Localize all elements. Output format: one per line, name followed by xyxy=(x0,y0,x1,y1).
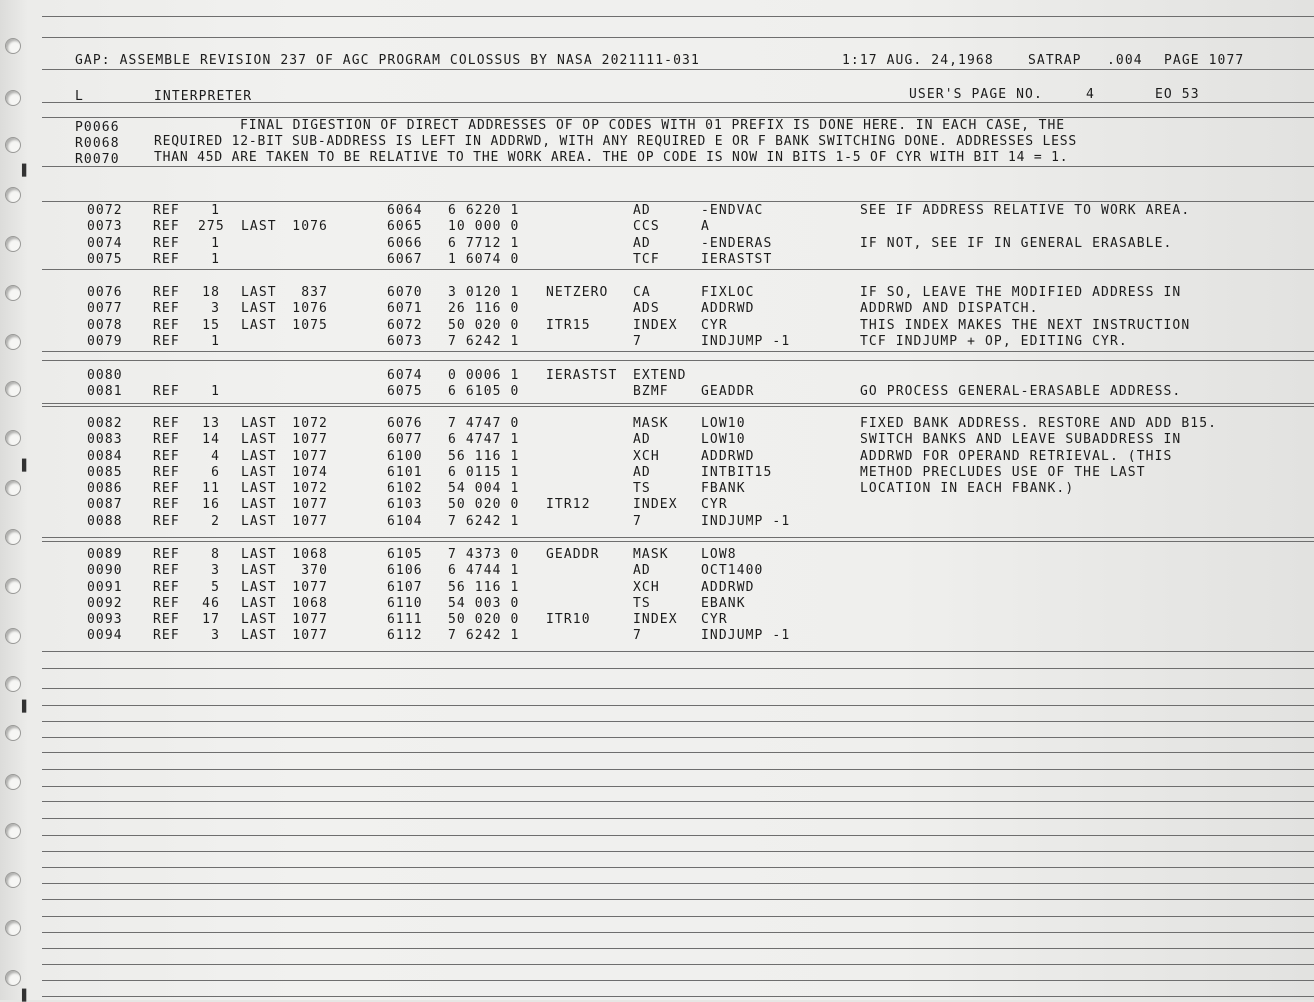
comment: ADDRWD FOR OPERAND RETRIEVAL. (THIS xyxy=(860,448,1173,464)
ref-count: 1 xyxy=(211,333,220,349)
object-code: 56 116 1 xyxy=(448,448,520,464)
opcode: XCH xyxy=(633,448,660,464)
operand: -ENDVAC xyxy=(701,203,764,218)
ref-keyword: REF xyxy=(153,481,180,496)
line-number: 0075 xyxy=(87,251,123,267)
line-number: 0083 xyxy=(87,432,123,448)
listing-row xyxy=(0,236,1314,252)
ref-keyword: REF xyxy=(153,612,180,627)
object-code: 50 020 0 xyxy=(448,317,520,333)
line-number: 0072 xyxy=(87,203,123,218)
opcode: 7 xyxy=(633,628,642,644)
remark-text: THAN 45D ARE TAKEN TO BE RELATIVE TO THE WORK AREA. THE OP CODE IS NOW IN BITS 1-5 OF CYR WITH BIT 14 = 1. xyxy=(154,150,1069,165)
address: 6070 xyxy=(387,285,423,300)
listing-row xyxy=(0,416,1314,432)
last-keyword: LAST xyxy=(241,464,277,480)
opcode: INDEX xyxy=(633,612,678,627)
listing-row xyxy=(0,334,1314,350)
address: 6103 xyxy=(387,497,423,513)
users-page-number: 4 xyxy=(1086,87,1095,102)
page-number: PAGE 1077 xyxy=(1164,53,1245,68)
comment: FIXED BANK ADDRESS. RESTORE AND ADD B15. xyxy=(860,416,1218,431)
line-number: 0080 xyxy=(87,368,123,383)
listing-row xyxy=(0,384,1314,400)
operand: INDJUMP -1 xyxy=(701,628,791,644)
object-code: 10 000 0 xyxy=(448,219,520,235)
opcode: AD xyxy=(633,432,651,448)
ref-keyword: REF xyxy=(153,448,180,464)
object-code: 50 020 0 xyxy=(448,497,520,513)
last-page: 1077 xyxy=(292,432,328,448)
ref-count: 3 xyxy=(211,563,220,579)
last-keyword: LAST xyxy=(241,317,277,333)
line-number: 0074 xyxy=(87,235,123,251)
last-keyword: LAST xyxy=(241,612,277,627)
ref-count: 14 xyxy=(202,432,220,448)
listing-flag: L xyxy=(75,89,84,104)
ref-count: 13 xyxy=(202,416,220,431)
last-page: 370 xyxy=(301,563,328,579)
ref-count: 11 xyxy=(202,481,220,496)
symbol-label: ITR15 xyxy=(546,317,591,333)
last-page: 1068 xyxy=(292,595,328,611)
comment: TCF INDJUMP + OP, EDITING CYR. xyxy=(860,333,1128,349)
last-keyword: LAST xyxy=(241,301,277,317)
last-keyword: LAST xyxy=(241,285,277,300)
ref-keyword: REF xyxy=(153,384,180,400)
operand: A xyxy=(701,219,710,235)
symbol-label: ITR10 xyxy=(546,612,591,627)
opcode: XCH xyxy=(633,579,660,595)
line-number: 0077 xyxy=(87,301,123,317)
last-page: 1074 xyxy=(292,464,328,480)
comment: LOCATION IN EACH FBANK.) xyxy=(860,481,1075,496)
listing-row xyxy=(0,612,1314,628)
object-code: 7 6242 1 xyxy=(448,513,520,529)
ref-count: 1 xyxy=(211,384,220,400)
last-page: 1076 xyxy=(292,301,328,317)
line-number: 0079 xyxy=(87,333,123,349)
ref-keyword: REF xyxy=(153,333,180,349)
last-keyword: LAST xyxy=(241,448,277,464)
last-keyword: LAST xyxy=(241,219,277,235)
ref-keyword: REF xyxy=(153,563,180,579)
opcode: BZMF xyxy=(633,384,669,400)
last-page: 1076 xyxy=(292,219,328,235)
line-number: 0090 xyxy=(87,563,123,579)
address: 6074 xyxy=(387,368,423,383)
operand: INDJUMP -1 xyxy=(701,333,791,349)
listing-row xyxy=(0,368,1314,384)
operand: IERASTST xyxy=(701,251,773,267)
object-code: 6 4747 1 xyxy=(448,432,520,448)
operand: LOW8 xyxy=(701,547,737,562)
opcode: TS xyxy=(633,481,651,496)
line-number: 0086 xyxy=(87,481,123,496)
address: 6102 xyxy=(387,481,423,496)
operand: LOW10 xyxy=(701,416,746,431)
object-code: 7 6242 1 xyxy=(448,628,520,644)
last-keyword: LAST xyxy=(241,481,277,496)
operand: INTBIT15 xyxy=(701,464,773,480)
operand: ADDRWD xyxy=(701,579,755,595)
object-code: 7 4747 0 xyxy=(448,416,520,431)
object-code: 50 020 0 xyxy=(448,612,520,627)
listing-row xyxy=(0,497,1314,513)
comment: IF SO, LEAVE THE MODIFIED ADDRESS IN xyxy=(860,285,1182,300)
opcode: 7 xyxy=(633,333,642,349)
eo-number: EO 53 xyxy=(1155,87,1200,102)
comment: GO PROCESS GENERAL-ERASABLE ADDRESS. xyxy=(860,384,1182,400)
address: 6066 xyxy=(387,235,423,251)
comment: ADDRWD AND DISPATCH. xyxy=(860,301,1039,317)
object-code: 6 6220 1 xyxy=(448,203,520,218)
line-number: 0092 xyxy=(87,595,123,611)
operand: LOW10 xyxy=(701,432,746,448)
listing-row xyxy=(0,580,1314,596)
address: 6100 xyxy=(387,448,423,464)
last-keyword: LAST xyxy=(241,416,277,431)
ref-keyword: REF xyxy=(153,285,180,300)
line-number: 0078 xyxy=(87,317,123,333)
last-page: 1077 xyxy=(292,497,328,513)
last-keyword: LAST xyxy=(241,432,277,448)
opcode: ADS xyxy=(633,301,660,317)
listing-row xyxy=(0,465,1314,481)
line-number: 0085 xyxy=(87,464,123,480)
assembly-version: .004 xyxy=(1107,53,1143,68)
symbol-label: NETZERO xyxy=(546,285,609,300)
ref-keyword: REF xyxy=(153,416,180,431)
operand: OCT1400 xyxy=(701,563,764,579)
object-code: 54 003 0 xyxy=(448,595,520,611)
ref-keyword: REF xyxy=(153,251,180,267)
ref-count: 18 xyxy=(202,285,220,300)
line-number: 0094 xyxy=(87,628,123,644)
address: 6077 xyxy=(387,432,423,448)
line-number: 0073 xyxy=(87,219,123,235)
remark-line-number: P0066 xyxy=(75,120,120,135)
last-keyword: LAST xyxy=(241,595,277,611)
ref-count: 46 xyxy=(202,595,220,611)
opcode: MASK xyxy=(633,547,669,562)
line-number: 0091 xyxy=(87,579,123,595)
opcode: TS xyxy=(633,595,651,611)
object-code: 7 6242 1 xyxy=(448,333,520,349)
opcode: 7 xyxy=(633,513,642,529)
object-code: 6 4744 1 xyxy=(448,563,520,579)
operand: FIXLOC xyxy=(701,285,755,300)
comment: IF NOT, SEE IF IN GENERAL ERASABLE. xyxy=(860,235,1173,251)
last-page: 1077 xyxy=(292,612,328,627)
last-keyword: LAST xyxy=(241,628,277,644)
opcode: AD xyxy=(633,235,651,251)
last-page: 1072 xyxy=(292,481,328,496)
opcode: INDEX xyxy=(633,317,678,333)
listing-row xyxy=(0,563,1314,579)
line-number: 0089 xyxy=(87,547,123,562)
address: 6071 xyxy=(387,301,423,317)
object-code: 6 6105 0 xyxy=(448,384,520,400)
last-page: 1075 xyxy=(292,317,328,333)
listing-row xyxy=(0,547,1314,563)
comment: SEE IF ADDRESS RELATIVE TO WORK AREA. xyxy=(860,203,1191,218)
last-page: 1077 xyxy=(292,628,328,644)
opcode: AD xyxy=(633,203,651,218)
ref-count: 4 xyxy=(211,448,220,464)
last-page: 1077 xyxy=(292,513,328,529)
symbol-label: IERASTST xyxy=(546,368,618,383)
symbol-label: GEADDR xyxy=(546,547,600,562)
last-page: 1072 xyxy=(292,416,328,431)
address: 6065 xyxy=(387,219,423,235)
line-number: 0081 xyxy=(87,384,123,400)
object-code: 7 4373 0 xyxy=(448,547,520,562)
ref-count: 3 xyxy=(211,301,220,317)
listing-row xyxy=(0,628,1314,644)
line-number: 0087 xyxy=(87,497,123,513)
address: 6075 xyxy=(387,384,423,400)
object-code: 54 004 1 xyxy=(448,481,520,496)
operand: CYR xyxy=(701,612,728,627)
last-page: 1077 xyxy=(292,448,328,464)
last-keyword: LAST xyxy=(241,497,277,513)
last-keyword: LAST xyxy=(241,513,277,529)
opcode: MASK xyxy=(633,416,669,431)
address: 6073 xyxy=(387,333,423,349)
remark-text: FINAL DIGESTION OF DIRECT ADDRESSES OF OP CODES WITH 01 PREFIX IS DONE HERE. IN EACH CASE, THE xyxy=(240,118,1066,133)
comment: THIS INDEX MAKES THE NEXT INSTRUCTION xyxy=(860,317,1191,333)
object-code: 26 116 0 xyxy=(448,301,520,317)
comment: SWITCH BANKS AND LEAVE SUBADDRESS IN xyxy=(860,432,1182,448)
ref-count: 17 xyxy=(202,612,220,627)
object-code: 56 116 1 xyxy=(448,579,520,595)
line-number: 0088 xyxy=(87,513,123,529)
opcode: CCS xyxy=(633,219,660,235)
ref-keyword: REF xyxy=(153,432,180,448)
ref-keyword: REF xyxy=(153,595,180,611)
line-number: 0076 xyxy=(87,285,123,300)
address: 6076 xyxy=(387,416,423,431)
object-code: 6 7712 1 xyxy=(448,235,520,251)
last-page: 837 xyxy=(301,285,328,300)
operand: CYR xyxy=(701,317,728,333)
comment: METHOD PRECLUDES USE OF THE LAST xyxy=(860,464,1146,480)
assembly-datetime: 1:17 AUG. 24,1968 xyxy=(842,53,994,68)
operand: CYR xyxy=(701,497,728,513)
address: 6072 xyxy=(387,317,423,333)
operand: GEADDR xyxy=(701,384,755,400)
last-keyword: LAST xyxy=(241,563,277,579)
opcode: AD xyxy=(633,563,651,579)
ref-keyword: REF xyxy=(153,203,180,218)
ref-keyword: REF xyxy=(153,317,180,333)
line-number: 0093 xyxy=(87,612,123,627)
operand: INDJUMP -1 xyxy=(701,513,791,529)
ref-keyword: REF xyxy=(153,513,180,529)
section-name: INTERPRETER xyxy=(154,89,253,104)
listing-row xyxy=(0,285,1314,301)
ref-keyword: REF xyxy=(153,579,180,595)
listing-row xyxy=(0,301,1314,317)
listing-row xyxy=(0,318,1314,334)
last-keyword: LAST xyxy=(241,579,277,595)
address: 6105 xyxy=(387,547,423,562)
operand: FBANK xyxy=(701,481,746,496)
opcode: INDEX xyxy=(633,497,678,513)
remark-text: REQUIRED 12-BIT SUB-ADDRESS IS LEFT IN ADDRWD, WITH ANY REQUIRED E OR F BANK SWITCHING DONE. ADDRESSES LESS xyxy=(154,134,1078,149)
ref-count: 5 xyxy=(211,579,220,595)
ref-count: 1 xyxy=(211,203,220,218)
ref-count: 1 xyxy=(211,251,220,267)
listing-row xyxy=(0,514,1314,530)
opcode: CA xyxy=(633,285,651,300)
ref-count: 275 xyxy=(198,219,225,235)
address: 6067 xyxy=(387,251,423,267)
ref-keyword: REF xyxy=(153,464,180,480)
listing-row xyxy=(0,449,1314,465)
ref-count: 1 xyxy=(211,235,220,251)
remark-line-number: R0070 xyxy=(75,152,120,167)
ref-keyword: REF xyxy=(153,235,180,251)
operand: ADDRWD xyxy=(701,301,755,317)
operand: EBANK xyxy=(701,595,746,611)
object-code: 3 0120 1 xyxy=(448,285,520,300)
object-code: 1 6074 0 xyxy=(448,251,520,267)
address: 6104 xyxy=(387,513,423,529)
listing-row xyxy=(0,203,1314,219)
ref-count: 3 xyxy=(211,628,220,644)
address: 6064 xyxy=(387,203,423,218)
address: 6110 xyxy=(387,595,423,611)
symbol-label: ITR12 xyxy=(546,497,591,513)
operand: ADDRWD xyxy=(701,448,755,464)
printout-page: ▌ ▌ ▌ ▌ xyxy=(0,0,1314,1000)
listing-row xyxy=(0,596,1314,612)
line-number: 0082 xyxy=(87,416,123,431)
opcode: AD xyxy=(633,464,651,480)
last-page: 1077 xyxy=(292,579,328,595)
ref-keyword: REF xyxy=(153,497,180,513)
address: 6106 xyxy=(387,563,423,579)
last-page: 1068 xyxy=(292,547,328,562)
users-page-label: USER'S PAGE NO. xyxy=(909,87,1043,102)
listing-row xyxy=(0,252,1314,268)
listing-row xyxy=(0,432,1314,448)
ref-keyword: REF xyxy=(153,628,180,644)
ref-count: 8 xyxy=(211,547,220,562)
ref-count: 15 xyxy=(202,317,220,333)
address: 6111 xyxy=(387,612,423,627)
ref-count: 16 xyxy=(202,497,220,513)
ref-count: 6 xyxy=(211,464,220,480)
ref-count: 2 xyxy=(211,513,220,529)
ref-keyword: REF xyxy=(153,547,180,562)
assembly-user: SATRAP xyxy=(1028,53,1082,68)
operand: -ENDERAS xyxy=(701,235,773,251)
address: 6112 xyxy=(387,628,423,644)
opcode: EXTEND xyxy=(633,368,687,383)
listing-row xyxy=(0,481,1314,497)
address: 6101 xyxy=(387,464,423,480)
object-code: 0 0006 1 xyxy=(448,368,520,383)
last-keyword: LAST xyxy=(241,547,277,562)
listing-row xyxy=(0,219,1314,235)
object-code: 6 0115 1 xyxy=(448,464,520,480)
remark-line-number: R0068 xyxy=(75,136,120,151)
ref-keyword: REF xyxy=(153,219,180,235)
ref-keyword: REF xyxy=(153,301,180,317)
listing-title: GAP: ASSEMBLE REVISION 237 OF AGC PROGRAM COLOSSUS BY NASA 2021111-031 xyxy=(75,53,700,68)
address: 6107 xyxy=(387,579,423,595)
opcode: TCF xyxy=(633,251,660,267)
line-number: 0084 xyxy=(87,448,123,464)
